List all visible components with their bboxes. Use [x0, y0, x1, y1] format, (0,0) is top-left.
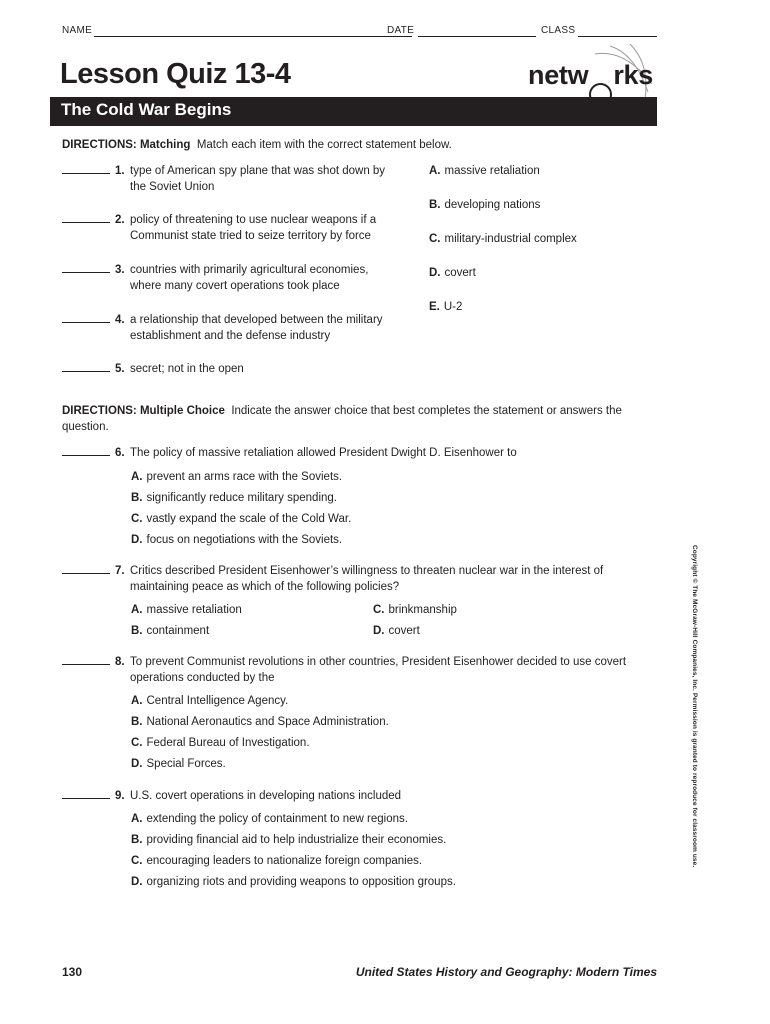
q8-option-a[interactable]: A. Central Intelligence Agency. — [131, 695, 289, 707]
q6-option-c[interactable]: C. vastly expand the scale of the Cold War. — [131, 513, 352, 525]
matching-answer-a: A. massive retaliation — [429, 165, 540, 177]
q8-option-c[interactable]: C. Federal Bureau of Investigation. — [131, 737, 310, 749]
q7-option-a[interactable]: A. massive retaliation — [131, 604, 242, 616]
q9-option-a[interactable]: A. extending the policy of containment to new regions. — [131, 813, 408, 825]
answer-blank[interactable] — [62, 163, 110, 174]
q9-option-b[interactable]: B. providing financial aid to help industrialize their economies. — [131, 834, 447, 846]
section-title: The Cold War Begins — [61, 100, 232, 119]
q7-option-c[interactable]: C. brinkmanship — [373, 604, 457, 616]
answer-blank[interactable] — [62, 788, 110, 799]
q6-option-a[interactable]: A. prevent an arms race with the Soviets. — [131, 471, 343, 483]
name-label: NAME — [62, 25, 93, 36]
q8-option-d[interactable]: D. Special Forces. — [131, 758, 226, 770]
class-label: CLASS — [541, 25, 576, 36]
copyright-notice: Copyright © The McGraw-Hill Companies, Inc. Permission is granted to reproduce for classroom use. — [691, 545, 698, 868]
networks-logo: netw rks — [528, 60, 653, 106]
q7-option-b[interactable]: B. containment — [131, 625, 210, 637]
answer-blank[interactable] — [62, 445, 110, 456]
q9-option-c[interactable]: C. encouraging leaders to nationalize foreign companies. — [131, 855, 423, 867]
page-number: 130 — [62, 965, 83, 979]
matching-answer-e: E. U-2 — [429, 301, 463, 313]
name-date-class-header — [62, 25, 657, 41]
date-line — [418, 36, 536, 37]
page-title: Lesson Quiz 13-4 — [60, 58, 291, 90]
answer-blank[interactable] — [62, 563, 110, 574]
q6-option-d[interactable]: D. focus on negotiations with the Soviets. — [131, 534, 343, 546]
answer-blank[interactable] — [62, 361, 110, 372]
class-line — [578, 36, 657, 37]
answer-blank[interactable] — [62, 262, 110, 273]
q6-option-b[interactable]: B. significantly reduce military spending. — [131, 492, 337, 504]
q9-option-d[interactable]: D. organizing riots and providing weapons to opposition groups. — [131, 876, 456, 888]
answer-blank[interactable] — [62, 654, 110, 665]
book-title: United States History and Geography: Modern Times — [355, 965, 657, 979]
name-line — [94, 36, 412, 37]
q7-option-d[interactable]: D. covert — [373, 625, 420, 637]
date-label: DATE — [387, 25, 415, 36]
multiple-choice-directions: DIRECTIONS: Multiple Choice Indicate the answer choice that best completes the statement or answers the question. — [62, 405, 622, 433]
section-banner — [50, 97, 657, 126]
matching-answer-c: C. military-industrial complex — [429, 233, 577, 245]
matching-directions: DIRECTIONS: Matching Match each item with the correct statement below. — [62, 139, 452, 151]
answer-blank[interactable] — [62, 212, 110, 223]
answer-blank[interactable] — [62, 312, 110, 323]
matching-answer-b: B. developing nations — [429, 199, 541, 211]
matching-answer-d: D. covert — [429, 267, 476, 279]
q8-option-b[interactable]: B. National Aeronautics and Space Administration. — [131, 716, 389, 728]
